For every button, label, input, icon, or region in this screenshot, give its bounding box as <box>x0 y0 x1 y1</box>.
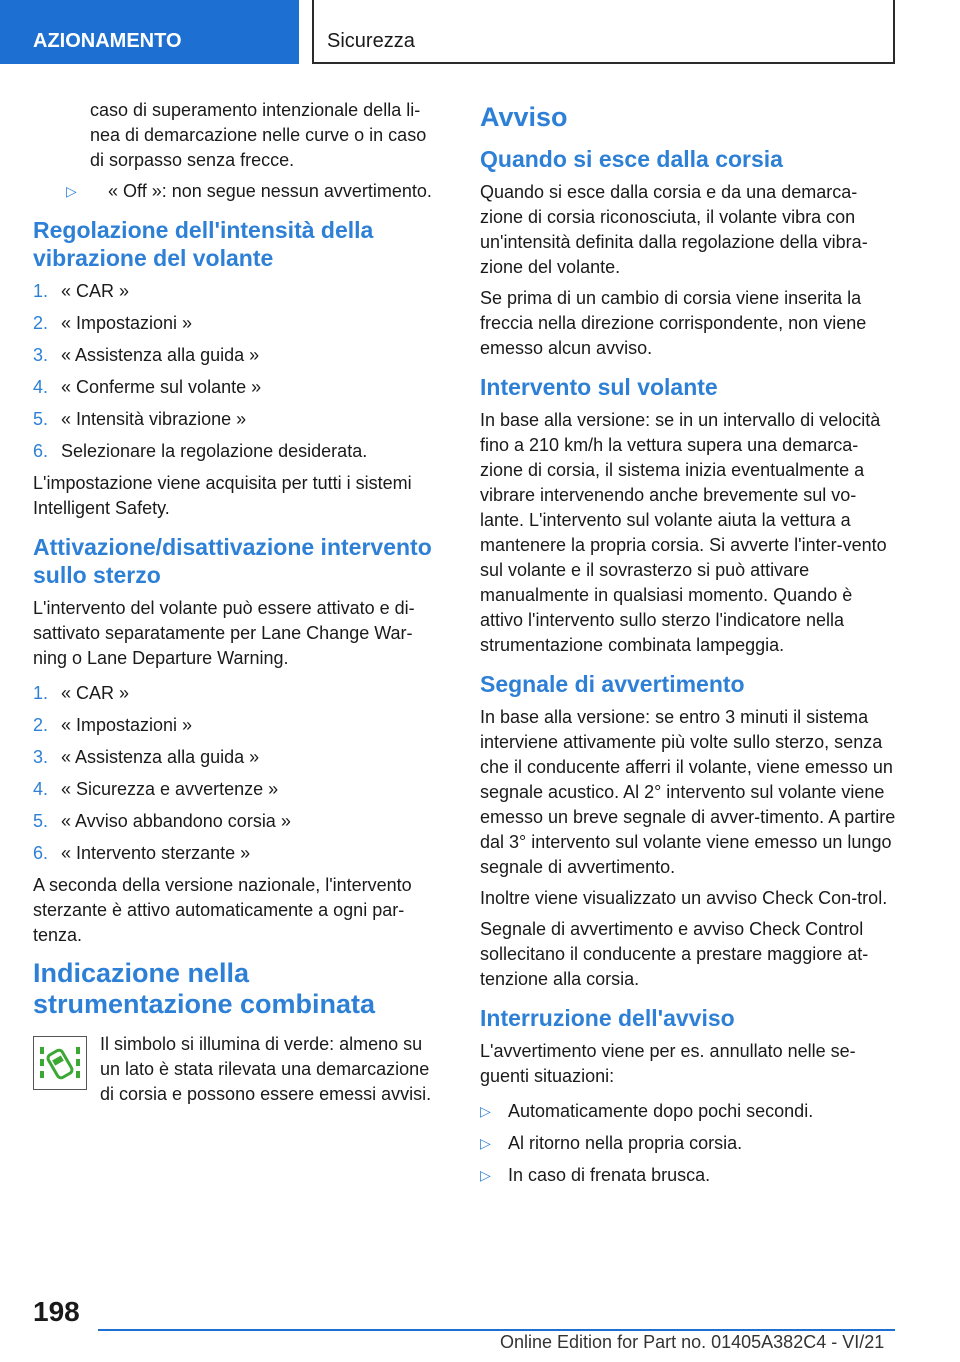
steering-steps <box>33 681 445 866</box>
list-item: 4. « Sicurezza e avvertenze » <box>33 779 279 799</box>
heading-warning: Avviso <box>480 102 568 132</box>
list-item: ▷ In caso di frenata brusca. <box>480 1163 898 1188</box>
display-text: Il simbolo si illumina di verde: almeno su un lato è stata rilevata una demarcazione di corsia e possono essere emessi avvisi. <box>100 1034 432 1104</box>
display-row <box>33 1032 445 1112</box>
list-item: 2. « Impostazioni » <box>33 715 193 735</box>
intervention-paragraph: In base alla versione: se in un intervallo di velocità fino a 210 km/h la vettura supera una demarca-zione di corsia, il sistema inizia eventualmente a vibrare intervenendo anche brevemente sul vo-lante. L'intervento sul volante aiuta la vettura a mantenere la propria corsia. Si avverte l'inter-vento sul volante e il sovrasterzo si può attivare manualmente in qualsiasi momento. Quando è attivo l'intervento sullo sterzo l'indicatore nella strumentazione combinata lampeggia. <box>480 410 887 655</box>
list-item: 1. « CAR » <box>33 281 130 301</box>
list-item: 5. « Intensità vibrazione » <box>33 409 247 429</box>
left-column <box>33 98 445 1112</box>
list-item: 2. « Impostazioni » <box>33 313 193 333</box>
intensity-note: L'impostazione viene acquisita per tutti i sistemi Intelligent Safety. <box>33 473 412 518</box>
right-column <box>480 98 898 1195</box>
leave-paragraph-1: Quando si esce dalla corsia e da una demarca-zione di corsia riconosciuta, il volante vibra con un'intensità definita dalla regolazione della vibra-zione del volante. <box>480 182 868 277</box>
footer-rule <box>98 1329 895 1331</box>
list-item: 3. « Assistenza alla guida » <box>33 345 260 365</box>
footer-edition: Online Edition for Part no. 01405A382C4 - VI/21 <box>500 1332 885 1352</box>
signal-paragraph-3: Segnale di avvertimento e avviso Check Control sollecitano il conducente a prestare maggiore at-tenzione alla corsia. <box>480 919 869 989</box>
intro-continued: caso di superamento intenzionale della li-nea di demarcazione nelle curve o in caso di sorpasso senza frecce. <box>90 100 427 170</box>
signal-paragraph-2: Inoltre viene visualizzato un avviso Check Con-trol. <box>480 888 888 908</box>
signal-paragraph-1: In base alla versione: se entro 3 minuti il sistema interviene attivamente più volte sullo sterzo, senza che il conducente afferri il volante, viene emesso un segnale acustico. Al 2° intervento sul volante viene emesso un breve segnale di avver-timento. A partire dal 3° intervento sul volante viene emesso un lungo segnale di avvertimento. <box>480 707 896 877</box>
list-item: 4. « Conferme sul volante » <box>33 377 262 397</box>
heading-leave-lane: Quando si esce dalla corsia <box>480 146 783 172</box>
section-title: AZIONAMENTO <box>0 0 299 64</box>
intro-bullets <box>33 179 445 204</box>
page-number: 198 <box>33 1296 80 1327</box>
list-item: ▷ « Off »: non segue nessun avvertimento. <box>90 179 445 204</box>
lane-departure-icon <box>33 1036 87 1090</box>
list-item: 1. « CAR » <box>33 683 130 703</box>
heading-intervention: Intervento sul volante <box>480 374 718 400</box>
list-item: 6. Selezionare la regolazione desiderata. <box>33 441 368 461</box>
interrupt-paragraph: L'avvertimento viene per es. annullato nelle se-guenti situazioni: <box>480 1041 856 1086</box>
chapter-title: Sicurezza <box>312 0 895 64</box>
triangle-bullet-icon: ▷ <box>480 1135 491 1151</box>
list-item: 6. « Intervento sterzante » <box>33 843 251 863</box>
triangle-bullet-icon: ▷ <box>66 183 77 199</box>
interrupt-list <box>480 1099 898 1188</box>
steering-text: L'intervento del volante può essere attivato e di-sattivato separatamente per Lane Change War-ning o Lane Departure Warning. <box>33 598 415 668</box>
heading-intensity: Regolazione dell'intensità della vibrazione del volante <box>33 217 374 271</box>
heading-signal: Segnale di avvertimento <box>480 671 745 697</box>
triangle-bullet-icon: ▷ <box>480 1167 491 1183</box>
steering-note: A seconda della versione nazionale, l'intervento sterzante è attivo automaticamente a ogni par-tenza. <box>33 875 412 945</box>
heading-interrupt: Interruzione dell'avviso <box>480 1005 735 1031</box>
intensity-steps <box>33 279 445 464</box>
list-item: ▷ Automaticamente dopo pochi secondi. <box>480 1099 898 1124</box>
list-item: 3. « Assistenza alla guida » <box>33 747 260 767</box>
list-item: ▷ Al ritorno nella propria corsia. <box>480 1131 898 1156</box>
list-item: 5. « Avviso abbandono corsia » <box>33 811 291 831</box>
heading-steering: Attivazione/disattivazione intervento sullo sterzo <box>33 534 432 588</box>
leave-paragraph-2: Se prima di un cambio di corsia viene inserita la freccia nella direzione corrispondente, non viene emesso alcun avviso. <box>480 288 867 358</box>
heading-display: Indicazione nella strumentazione combinata <box>33 958 376 1019</box>
triangle-bullet-icon: ▷ <box>480 1103 491 1119</box>
